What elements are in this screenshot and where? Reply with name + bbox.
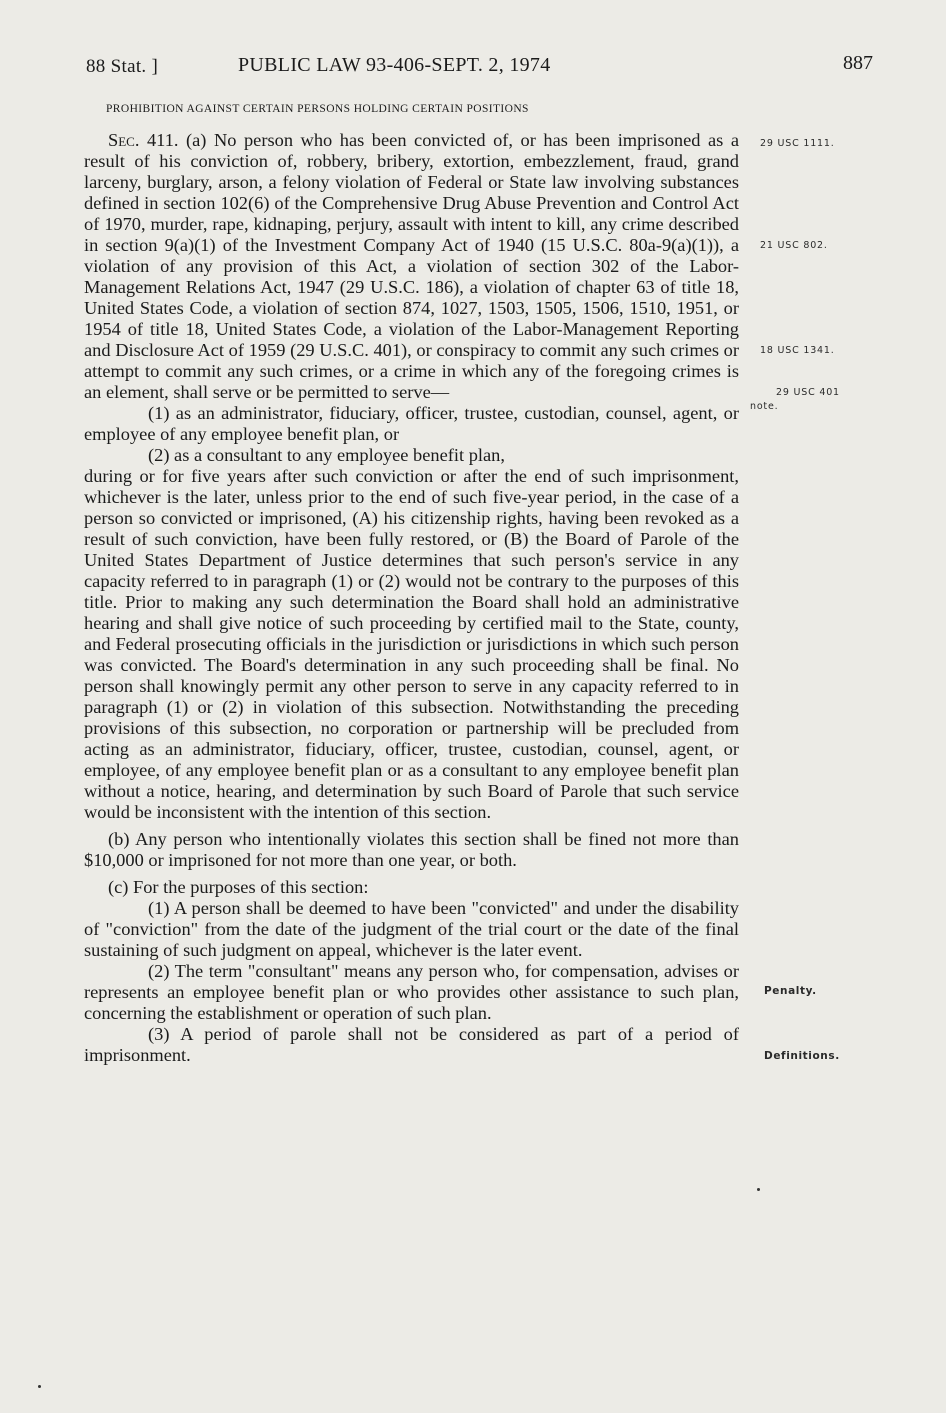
subsection-a-text: 411. (a) No person who has been convicted of, or has been imprisoned as a result of his conviction of, robbery, bribery, extortion, embezzlement, fraud, grand larceny, burglary, arson, a felony violation of Federal or State law involving substances defined in section 102(6) of the Comprehensive Drug Abuse Prevention and Control Act of 1970, murder, rape, kidnaping, perjury, assault with intent to kill, any crime described in section 9(a)(1) of the Investment Company Act of 1940 (15 U.S.C. 80a-9(a)(1)), a violation of any provision of this Act, a violation of section 302 of the Labor-Management Relations Act, 1947 (29 U.S.C. 186), a violation of chapter 63 of title 18, United States Code, a violation of section 874, 1027, 1503, 1505, 1506, 1510, 1951, or 1954 of title 18, United States Code, a violation of the Labor-Management Reporting and Disclosure Act of 1959 (29 U.S.C. 401), or conspiracy to commit any such crimes or attempt to commit any such crimes, or a crime in which any of the foregoing crimes is an element, shall serve or be permitted to serve— bbox=[84, 130, 739, 402]
paragraph-c3: (3) A period of parole shall not be considered as part of a period of imprisonment. bbox=[84, 1024, 739, 1065]
section-body bbox=[84, 130, 739, 1066]
page-number: 887 bbox=[843, 52, 873, 74]
margin-note-note: note. bbox=[750, 401, 779, 412]
margin-label-definitions: Definitions. bbox=[764, 1050, 840, 1062]
margin-note-29-usc-1111: 29 USC 1111. bbox=[760, 138, 835, 149]
paragraph-a2: (2) as a consultant to any employee benefit plan, bbox=[148, 445, 505, 465]
subsection-a-paragraph bbox=[84, 130, 739, 403]
section-heading: PROHIBITION AGAINST CERTAIN PERSONS HOLDING CERTAIN POSITIONS bbox=[106, 103, 529, 115]
paragraph-a1: (1) as an administrator, fiduciary, officer, trustee, custodian, counsel, agent, or employee of any employee benefit plan, or bbox=[84, 403, 739, 444]
page-running-title: PUBLIC LAW 93-406-SEPT. 2, 1974 bbox=[238, 54, 551, 76]
margin-note-29-usc-401: 29 USC 401 bbox=[776, 387, 840, 398]
section-label: Sec. bbox=[108, 130, 140, 150]
margin-note-18-usc-1341: 18 USC 1341. bbox=[760, 345, 835, 356]
scan-speck-mark bbox=[38, 1385, 41, 1388]
margin-note-21-usc-802: 21 USC 802. bbox=[760, 240, 828, 251]
paragraph-c2: (2) The term "consultant" means any person who, for compensation, advises or represents an employee benefit plan or who provides other assistance to such plan, concerning the establishment or operation of such plan. bbox=[84, 961, 739, 1023]
paragraph-c1: (1) A person shall be deemed to have been "convicted" and under the disability of "conviction" from the date of the judgment of the trial court or the date of the final sustaining of such judgment on appeal, whichever is the later event. bbox=[84, 898, 739, 960]
subsection-a-continuation: during or for five years after such conviction or after the end of such imprisonment, whichever is the later, unless prior to the end of such five-year period, in the case of a person so convicted or imprisoned, (A) his citizenship rights, having been revoked as a result of such conviction, have been fully restored, or (B) the Board of Parole of the United States Department of Justice determines that such person's service in any capacity referred to in paragraph (1) or (2) would not be contrary to the purposes of this title. Prior to making any such determination the Board shall hold an administrative hearing and shall give notice of such proceeding by certified mail to the State, county, and Federal prosecuting officials in the jurisdiction or jurisdictions in which such person was convicted. The Board's determination in any such proceeding shall be final. No person shall knowingly permit any other person to serve in any capacity referred to in paragraph (1) or (2) in violation of this subsection. Notwithstanding the preceding provisions of this subsection, no corporation or partnership will be precluded from acting as an administrator, fiduciary, officer, trustee, custodian, counsel, agent, or employee, of any employee benefit plan or as a consultant to any employee benefit plan without a notice, hearing, and determination by such Board of Parole that such service would be inconsistent with the intention of this section. bbox=[84, 466, 739, 822]
subsection-b: (b) Any person who intentionally violates this section shall be fined not more than $10,000 or imprisoned for not more than one year, or both. bbox=[84, 829, 739, 870]
margin-dot-mark bbox=[757, 1188, 760, 1191]
margin-label-penalty: Penalty. bbox=[764, 985, 817, 997]
subsection-c: (c) For the purposes of this section: bbox=[108, 877, 369, 897]
statute-volume-reference: 88 Stat. ] bbox=[86, 56, 159, 77]
